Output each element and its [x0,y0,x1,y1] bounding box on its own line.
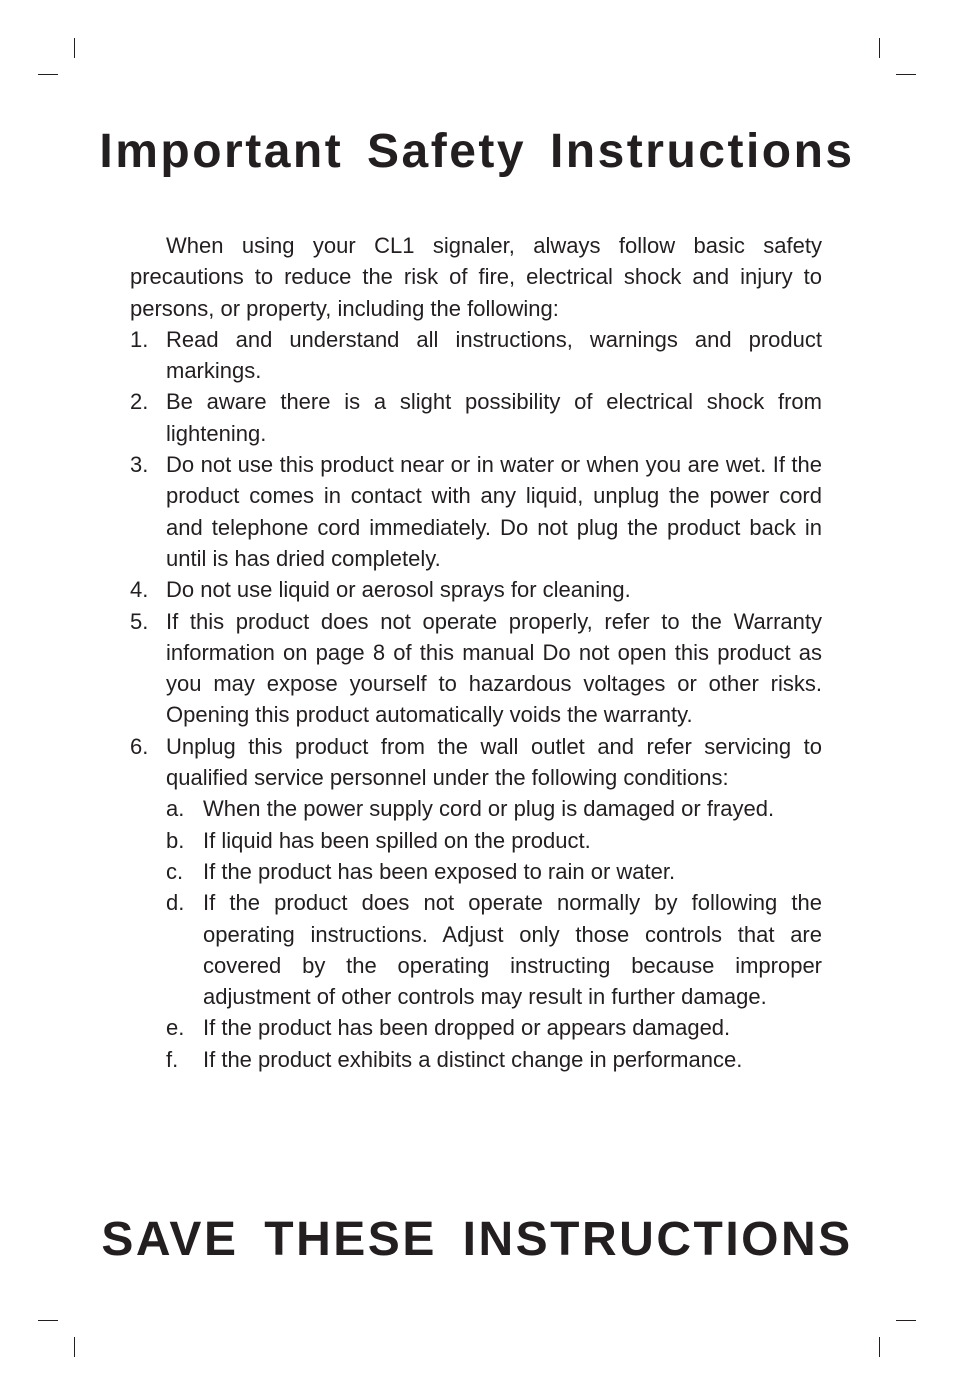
sub-list-item [166,1044,822,1075]
page-title: Important Safety Instructions [99,125,855,178]
sub-item-letter: b. [166,827,185,853]
item-number: 6. [130,733,149,759]
item-number: 2. [130,389,149,415]
intro-paragraph: When using your CL1 signaler, always follow basic safety precautions to reduce the risk of fire, electrical shock and injury to persons, or property, including the following: [130,233,822,321]
list-item [130,731,822,1075]
list-item [130,386,822,449]
instruction-list [130,324,822,1075]
sub-item-letter: d. [166,890,185,916]
sub-item-letter: a. [166,796,185,822]
item-text: Read and understand all instructions, warnings and product markings. [166,326,822,384]
crop-mark-bottom-left-horizontal [38,1320,58,1321]
crop-mark-top-left-vertical [74,38,75,58]
sub-item-text: When the power supply cord or plug is damaged or frayed. [203,796,775,822]
sub-item-text: If the product has been dropped or appears damaged. [203,1015,731,1041]
list-item [130,449,822,574]
sub-item-text: If the product exhibits a distinct change in performance. [203,1046,743,1072]
item-number: 5. [130,608,149,634]
list-item [130,574,822,605]
sub-list-item [166,825,822,856]
sub-list-item [166,793,822,824]
item-text: Be aware there is a slight possibility of electrical shock from lightening. [166,389,822,446]
sub-list-item [166,887,822,1012]
list-item [130,606,822,731]
item-number: 1. [130,326,149,352]
instructions-body [130,230,822,1075]
sub-list-item [166,1012,822,1043]
sub-item-letter: f. [166,1046,179,1072]
item-number: 3. [130,452,149,478]
list-item [130,324,822,387]
item-text: Do not use liquid or aerosol sprays for cleaning. [166,577,631,603]
crop-mark-top-right-vertical [879,38,880,58]
item-number: 4. [130,577,149,603]
sub-item-letter: c. [166,858,184,884]
crop-mark-top-right-horizontal [896,74,916,75]
sub-item-text: If liquid has been spilled on the product. [203,827,591,853]
item-text: Unplug this product from the wall outlet and refer servicing to qualified service personnel under the following conditions: [166,733,822,791]
item-text: Do not use this product near or in water or when you are wet. If the product comes in contact with any liquid, unplug the power cord and telephone cord immediately. Do not plug the product back in until is has dried completely. [166,452,822,571]
condition-list [166,793,822,1075]
crop-mark-bottom-right-horizontal [896,1320,916,1321]
crop-mark-bottom-left-vertical [74,1337,75,1357]
sub-list-item [166,856,822,887]
item-text: If this product does not operate properly, refer to the Warranty information on page 8 of this manual Do not open this product as you may expose yourself to hazardous voltages or other risks. Opening this product automatically voids the warranty. [166,608,822,728]
sub-item-letter: e. [166,1015,185,1041]
crop-mark-top-left-horizontal [38,74,58,75]
sub-item-text: If the product has been exposed to rain or water. [203,858,676,884]
crop-mark-bottom-right-vertical [879,1337,880,1357]
save-instructions-heading: SAVE THESE INSTRUCTIONS [101,1213,853,1266]
sub-item-text: If the product does not operate normally by following the operating instructions. Adjust only those controls that are covered by the operating instructing because improper adjustment of other controls may result in further damage. [203,890,822,1010]
